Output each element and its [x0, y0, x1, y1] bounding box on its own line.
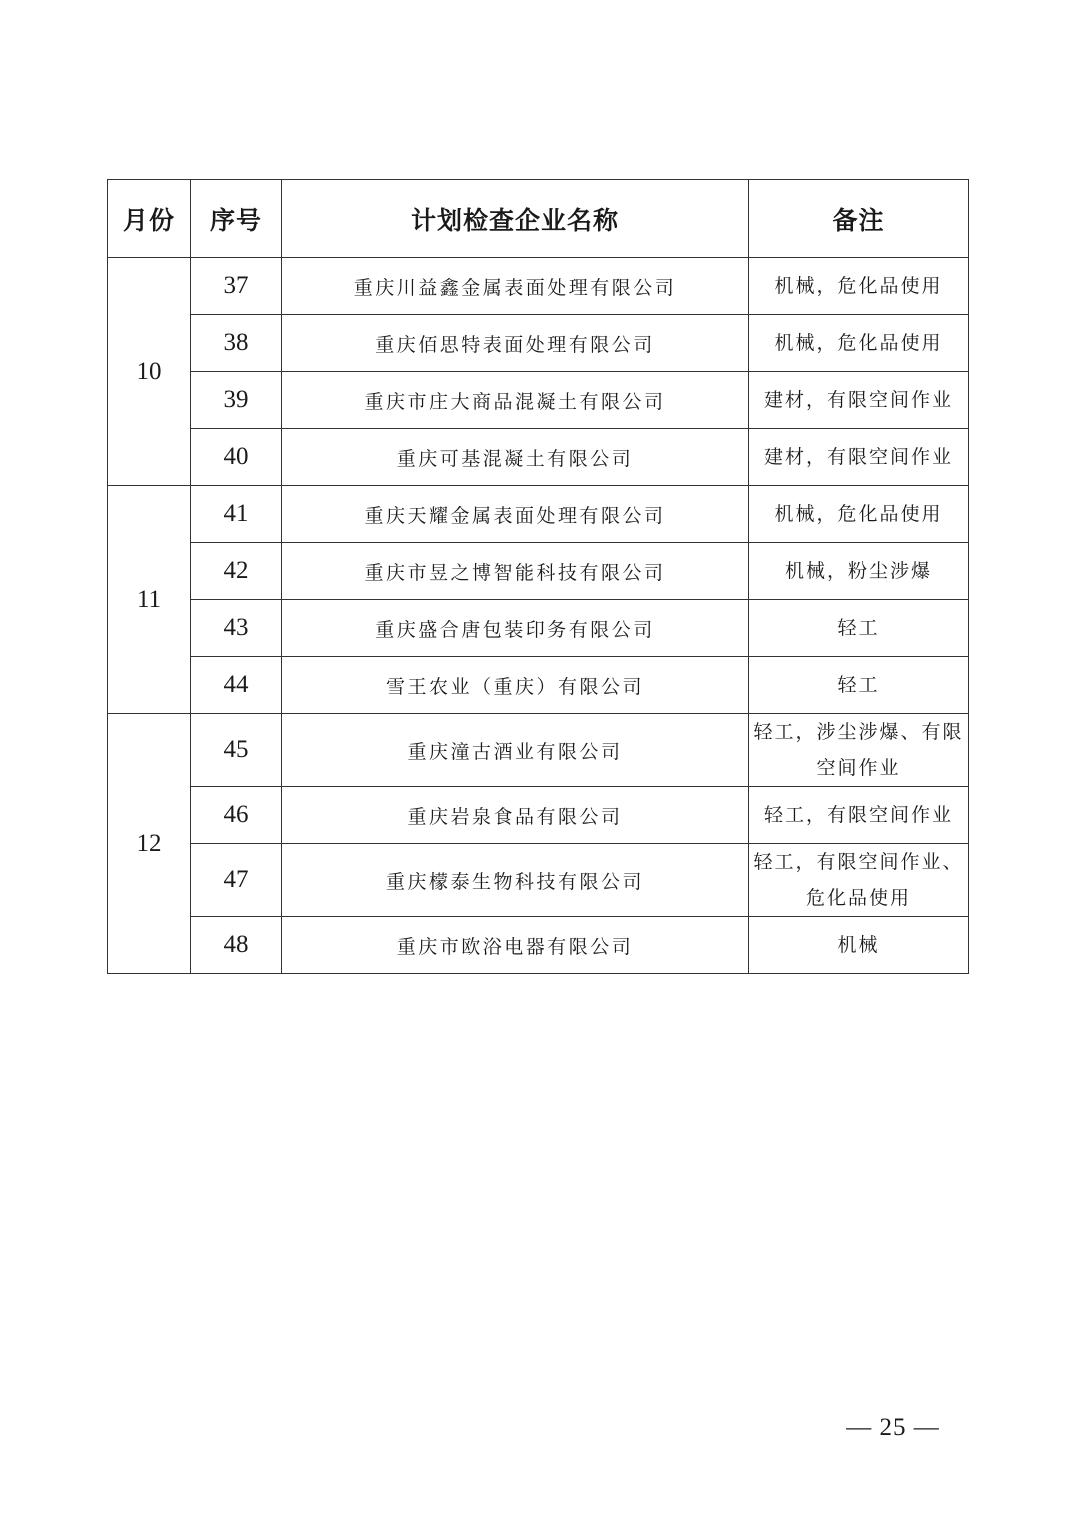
- table-row: [108, 258, 969, 315]
- note-cell: 轻工，有限空间作业: [749, 787, 969, 844]
- note-cell: 轻工: [749, 657, 969, 714]
- header-company-name: 计划检查企业名称: [282, 180, 749, 258]
- company-name-cell: 重庆潼古酒业有限公司: [282, 714, 749, 787]
- table-row: [108, 372, 969, 429]
- month-cell: 10: [108, 258, 191, 486]
- inspection-plan-table: [107, 179, 969, 974]
- table-row: [108, 917, 969, 974]
- note-cell: 机械，危化品使用: [749, 258, 969, 315]
- note-cell: 建材，有限空间作业: [749, 429, 969, 486]
- month-cell: 11: [108, 486, 191, 714]
- table-row: [108, 714, 969, 787]
- header-month: 月份: [108, 180, 191, 258]
- company-name-cell: 重庆川益鑫金属表面处理有限公司: [282, 258, 749, 315]
- note-cell: 机械: [749, 917, 969, 974]
- company-name-cell: 重庆岩泉食品有限公司: [282, 787, 749, 844]
- header-seq: 序号: [191, 180, 282, 258]
- company-name-cell: 重庆可基混凝土有限公司: [282, 429, 749, 486]
- table-row: [108, 486, 969, 543]
- note-cell: 机械，危化品使用: [749, 486, 969, 543]
- note-cell: 机械，粉尘涉爆: [749, 543, 969, 600]
- company-name-cell: 重庆天耀金属表面处理有限公司: [282, 486, 749, 543]
- table-row: [108, 429, 969, 486]
- seq-cell: 45: [191, 714, 282, 787]
- company-name-cell: 重庆盛合唐包装印务有限公司: [282, 600, 749, 657]
- table-row: [108, 600, 969, 657]
- note-cell: 机械，危化品使用: [749, 315, 969, 372]
- seq-cell: 42: [191, 543, 282, 600]
- table-row: [108, 844, 969, 917]
- seq-cell: 43: [191, 600, 282, 657]
- seq-cell: 38: [191, 315, 282, 372]
- seq-cell: 40: [191, 429, 282, 486]
- note-cell: 建材，有限空间作业: [749, 372, 969, 429]
- seq-cell: 46: [191, 787, 282, 844]
- note-cell: 轻工，有限空间作业、危化品使用: [749, 844, 969, 917]
- company-name-cell: 雪王农业（重庆）有限公司: [282, 657, 749, 714]
- seq-cell: 44: [191, 657, 282, 714]
- seq-cell: 48: [191, 917, 282, 974]
- company-name-cell: 重庆佰思特表面处理有限公司: [282, 315, 749, 372]
- table-row: [108, 787, 969, 844]
- table-row: [108, 543, 969, 600]
- month-cell: 12: [108, 714, 191, 974]
- header-note: 备注: [749, 180, 969, 258]
- table-row: [108, 657, 969, 714]
- company-name-cell: 重庆市昱之博智能科技有限公司: [282, 543, 749, 600]
- note-cell: 轻工，涉尘涉爆、有限空间作业: [749, 714, 969, 787]
- table-row: [108, 315, 969, 372]
- table-header-row: [108, 180, 969, 258]
- company-name-cell: 重庆市庄大商品混凝土有限公司: [282, 372, 749, 429]
- company-name-cell: 重庆檬泰生物科技有限公司: [282, 844, 749, 917]
- seq-cell: 47: [191, 844, 282, 917]
- company-name-cell: 重庆市欧浴电器有限公司: [282, 917, 749, 974]
- seq-cell: 41: [191, 486, 282, 543]
- note-cell: 轻工: [749, 600, 969, 657]
- seq-cell: 39: [191, 372, 282, 429]
- seq-cell: 37: [191, 258, 282, 315]
- page-number: — 25 —: [846, 1414, 940, 1441]
